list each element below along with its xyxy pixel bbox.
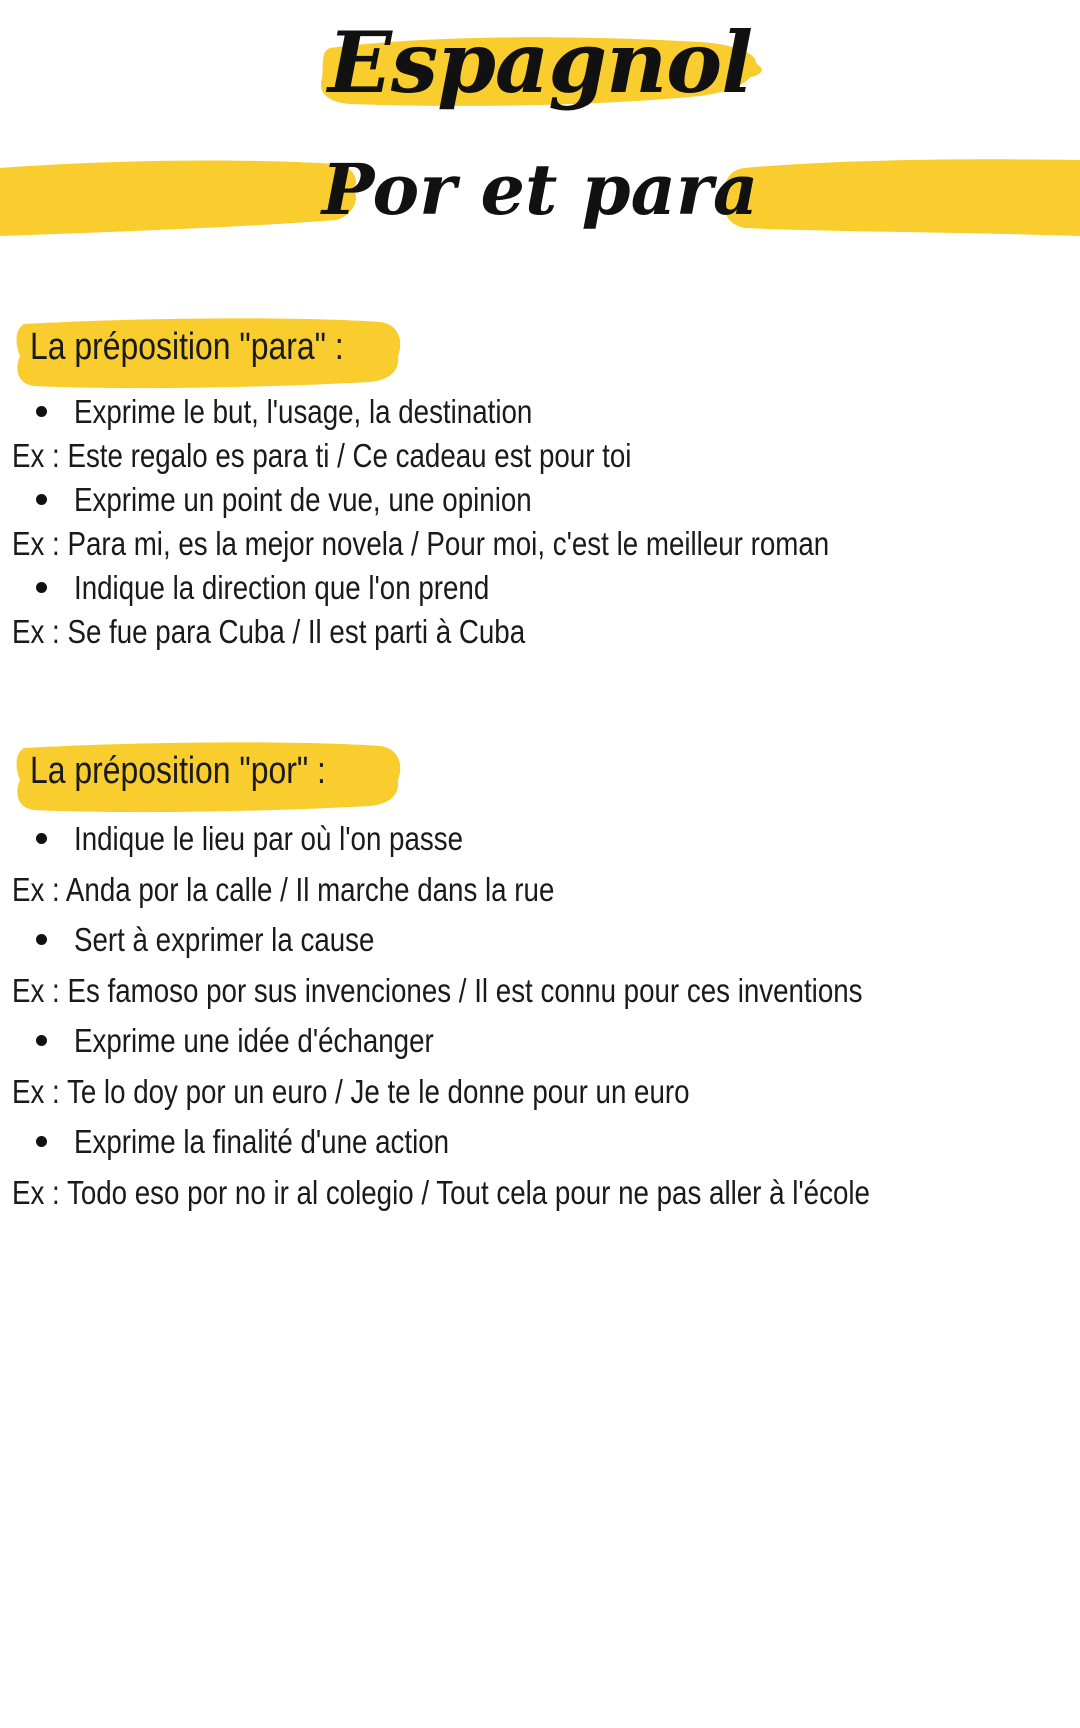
- bullet-icon: [36, 1136, 47, 1147]
- rule-list-para: [0, 390, 1080, 654]
- example-line: Ex : Se fue para Cuba / Il est parti à Cuba: [12, 613, 526, 650]
- rule-list-por: [0, 814, 1080, 1218]
- list-item: Exprime un point de vue, une opinion: [0, 478, 1080, 522]
- section-por: [0, 734, 1080, 1218]
- section-title-para: La préposition "para" :: [30, 326, 344, 368]
- example-line: Ex : Anda por la calle / Il marche dans la rue: [12, 870, 555, 908]
- example-line: Ex : Este regalo es para ti / Ce cadeau est pour toi: [12, 437, 632, 474]
- example-line: Ex : Es famoso por sus invenciones / Il est connu pour ces inventions: [12, 971, 863, 1009]
- example-line: Ex : Para mi, es la mejor novela / Pour moi, c'est le meilleur roman: [12, 525, 830, 562]
- bullet-icon: [36, 833, 47, 844]
- list-item: Exprime une idée d'échanger: [0, 1016, 1080, 1067]
- section-heading: [0, 734, 1080, 814]
- document-subtitle: Por et para: [321, 148, 759, 231]
- document-title: Espagnol: [327, 13, 753, 112]
- section-para: [0, 310, 1080, 654]
- bullet-icon: [36, 406, 47, 417]
- list-item: Indique la direction que l'on prend: [0, 566, 1080, 610]
- list-item: Exprime le but, l'usage, la destination: [0, 390, 1080, 434]
- bullet-icon: [36, 1035, 47, 1046]
- example-line: Ex : Te lo doy por un euro / Je te le donne pour un euro: [12, 1072, 690, 1110]
- list-item: Sert à exprimer la cause: [0, 915, 1080, 966]
- section-heading: [0, 310, 1080, 390]
- section-title-por: La préposition "por" :: [30, 750, 326, 792]
- list-item: Indique le lieu par où l'on passe: [0, 814, 1080, 865]
- example-line: Ex : Todo eso por no ir al colegio / Tout cela pour ne pas aller à l'école: [12, 1173, 870, 1211]
- bullet-icon: [36, 582, 47, 593]
- bullet-icon: [36, 934, 47, 945]
- list-item: Exprime la finalité d'une action: [0, 1117, 1080, 1168]
- bullet-icon: [36, 494, 47, 505]
